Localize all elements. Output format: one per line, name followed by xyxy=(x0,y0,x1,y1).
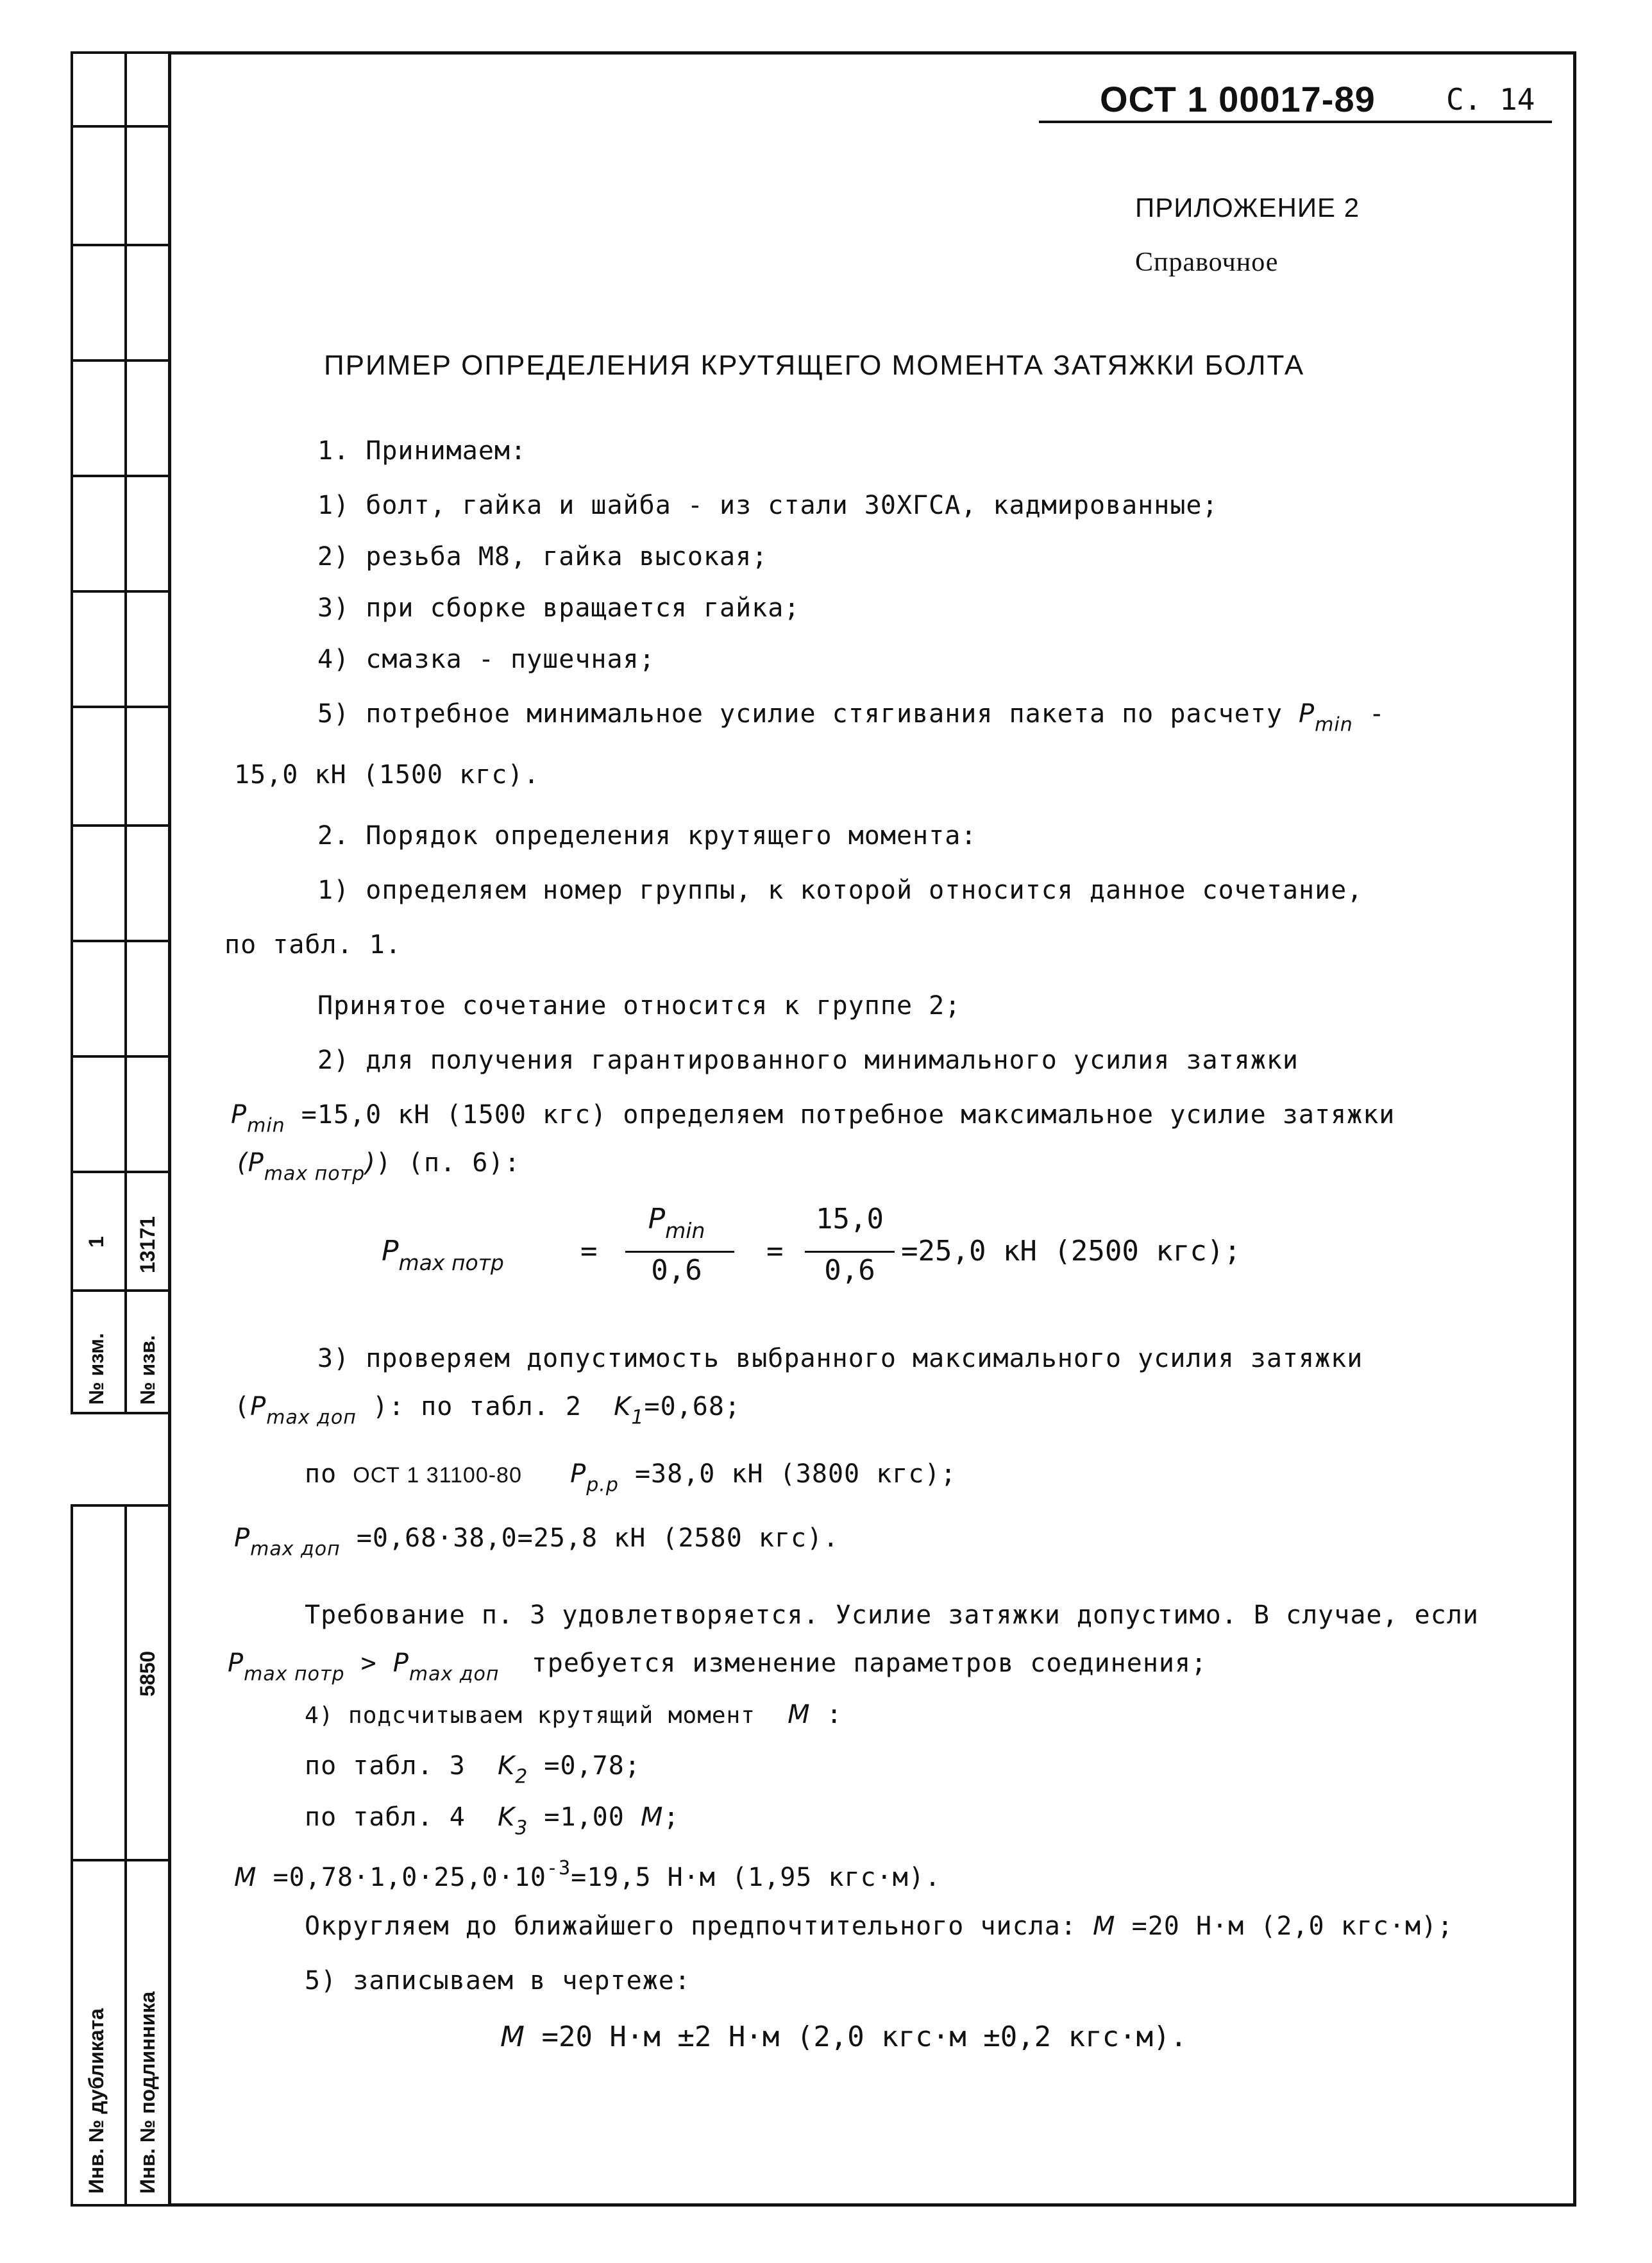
margin-rule xyxy=(71,1055,171,1058)
margin-rule xyxy=(71,824,171,827)
line-s2-4c: по табл. 4 $K_3 =1,00$ M; xyxy=(305,1802,680,1840)
line-s1-2: 2) резьба М8, гайка высокая; xyxy=(317,542,768,572)
line-s2-1b: по табл. 1. xyxy=(224,930,401,960)
formula1-bar1 xyxy=(625,1251,734,1253)
doc-title: ПРИМЕР ОПРЕДЕЛЕНИЯ КРУТЯЩЕГО МОМЕНТА ЗАТЯЖКИ БОЛТА xyxy=(324,350,1305,381)
margin-rule xyxy=(71,1289,171,1292)
margin-izm-label: № изм. xyxy=(85,1333,108,1405)
line-round: Округляем до ближайшего предпочтительного числа: M =20 Н·м (2,0 кгс·м); xyxy=(305,1911,1454,1941)
line-s1-5b: 15,0 кН (1500 кгс). xyxy=(234,760,540,790)
line-s2-4a: 4) подсчитываем крутящий момент M : xyxy=(305,1700,843,1729)
line-req-b: $P_{max потр} > P_{max доп}$ требуется изменение параметров соединения; xyxy=(228,1649,1208,1686)
margin-col-inner xyxy=(124,51,171,1414)
line-s2-5: 5) записываем в чертеже: xyxy=(305,1966,691,1996)
line-s2-2c: $(P_{max потр})$) (п. 6): xyxy=(237,1148,521,1185)
line-s2-3d: $P_{max доп} =0,68\cdot 38,0=25,8$ кН (2580 кгс). xyxy=(234,1523,839,1561)
line-s2-3c: по ОСТ 1 31100-80 $P_{р.р} =38,0$ кН (3800 кгс); xyxy=(305,1459,957,1496)
formula1-num2: 15,0 xyxy=(816,1203,884,1235)
margin-rule xyxy=(71,475,171,477)
formula1-den2: 0,6 xyxy=(824,1254,875,1287)
appendix-kind: Справочное xyxy=(1135,248,1279,277)
document-code: ОСТ 1 00017-89 xyxy=(1100,79,1376,119)
margin-rule xyxy=(71,244,171,246)
margin-rule xyxy=(71,706,171,708)
line-s1-5a: 5) потребное минимальное усилие стягивания пакета по расчету $P_{min}$ - xyxy=(317,699,1385,736)
formula1-eq2: = xyxy=(766,1235,784,1267)
line-s1-4: 4) смазка - пушечная; xyxy=(317,645,655,674)
line-s2-3b: ($P_{max доп}$ ): по табл. 2 $K_1=0,68$; xyxy=(234,1392,741,1429)
formula1-num1: $P_{min}$ xyxy=(648,1203,705,1243)
margin-rule xyxy=(71,125,171,128)
formula1-rest: =25,0 кН (2500 кгс); xyxy=(901,1235,1241,1267)
formula1-bar2 xyxy=(805,1251,895,1253)
margin-rule xyxy=(71,940,171,942)
margin-izm-value: 1 xyxy=(85,1236,108,1248)
margin-rule xyxy=(71,1859,171,1861)
header-underline xyxy=(1039,121,1552,123)
margin-rule xyxy=(71,359,171,362)
page-number: С. 14 xyxy=(1446,82,1535,117)
margin-col-outer xyxy=(71,51,127,1414)
formula1-lhs: $P_{max потр}$ xyxy=(382,1235,504,1275)
formula1-den1: 0,6 xyxy=(651,1254,702,1287)
line-s1: 1. Принимаем: xyxy=(317,436,527,466)
line-final: M =20 Н·м ±2 Н·м (2,0 кгс·м ±0,2 кгс·м). xyxy=(500,2021,1188,2053)
line-s1-1: 1) болт, гайка и шайба - из стали 30ХГСА, кадмированные; xyxy=(317,491,1218,520)
line-s2: 2. Порядок определения крутящего момента: xyxy=(317,821,977,851)
margin-pod-value: 5850 xyxy=(136,1650,159,1697)
margin-izv-label: № изв. xyxy=(136,1335,159,1405)
formula1-eq1: = xyxy=(580,1235,598,1267)
line-s2-4d: $M =0,78\cdot 1,0\cdot 25,0\cdot 10^{-3}=19,5$ Н·м (1,95 кгс·м). xyxy=(234,1857,941,1892)
margin-rule xyxy=(71,1171,171,1173)
line-s2-2a: 2) для получения гарантированного минимального усилия затяжки xyxy=(317,1046,1299,1075)
margin-rule xyxy=(71,590,171,593)
line-s2-group: Принятое сочетание относится к группе 2; xyxy=(317,991,961,1021)
margin-izv-value: 13171 xyxy=(136,1216,159,1273)
line-req-a: Требование п. 3 удовлетворяется. Усилие затяжки допустимо. В случае, если xyxy=(305,1600,1479,1630)
line-s1-3: 3) при сборке вращается гайка; xyxy=(317,593,800,623)
line-s2-4b: по табл. 3 $K_2 =0,78$; xyxy=(305,1751,641,1788)
margin-dub-label: Инв. № дубликата xyxy=(85,2008,108,2194)
line-s2-1a: 1) определяем номер группы, к которой относится данное сочетание, xyxy=(317,876,1363,905)
margin-pod-label: Инв. № подлинника xyxy=(136,1991,159,2194)
line-s2-2b: $P_{min} =15,0$ кН (1500 кгс) определяем потребное максимальное усилие затяжки xyxy=(231,1100,1395,1137)
appendix-title: ПРИЛОЖЕНИЕ 2 xyxy=(1135,192,1360,223)
line-s2-3a: 3) проверяем допустимость выбранного максимального усилия затяжки xyxy=(317,1344,1363,1373)
